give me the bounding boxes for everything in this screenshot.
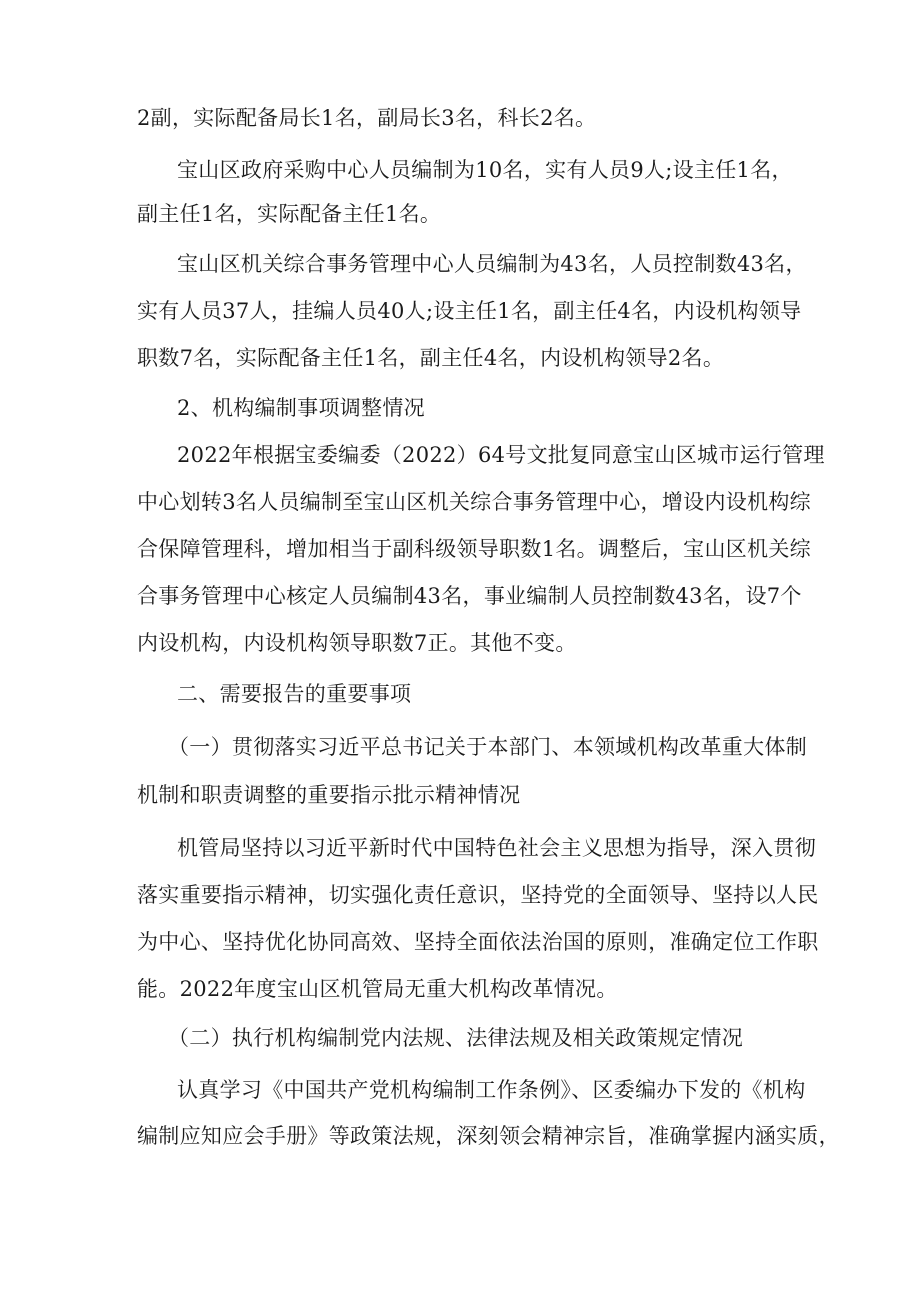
text-line: 内设机构，内设机构领导职数7正。其他不变。 bbox=[137, 631, 577, 655]
text-line: 能。2022年度宝山区机管局无重大机构改革情况。 bbox=[137, 977, 618, 1001]
section-heading: 二、需要报告的重要事项 bbox=[177, 682, 412, 706]
text-line: 认真学习《中国共产党机构编制工作条例》、区委编办下发的《机构 bbox=[177, 1078, 806, 1102]
text-line: 宝山区政府采购中心人员编制为10名，实有人员9人;设主任1名， bbox=[177, 158, 793, 182]
text-line: 中心划转3名人员编制至宝山区机关综合事务管理中心，增设内设机构综 bbox=[137, 490, 811, 514]
text-line: 宝山区机关综合事务管理中心人员编制为43名，人员控制数43名， bbox=[177, 252, 807, 276]
text-line: 2022年根据宝委编委（2022）64号文批复同意宝山区城市运行管理 bbox=[177, 443, 825, 467]
section-heading: 2、机构编制事项调整情况 bbox=[177, 396, 425, 420]
subsection-heading: （二）执行机构编制党内法规、法律法规及相关政策规定情况 bbox=[168, 1026, 744, 1050]
text-line: 落实重要指示精神，切实强化责任意识，坚持党的全面领导、坚持以人民 bbox=[137, 883, 819, 907]
text-line: 机管局坚持以习近平新时代中国特色社会主义思想为指导，深入贯彻 bbox=[177, 836, 816, 860]
text-line: 副主任1名，实际配备主任1名。 bbox=[137, 202, 442, 226]
text-line: 编制应知应会手册》等政策法规，深刻领会精神宗旨，准确掌握内涵实质， bbox=[137, 1124, 840, 1148]
text-line: 2副，实际配备局长1名，副局长3名，科长2名。 bbox=[137, 106, 597, 130]
subsection-heading: （一）贯彻落实习近平总书记关于本部门、本领域机构改革重大体制 bbox=[168, 735, 807, 759]
text-line: 合事务管理中心核定人员编制43名，事业编制人员控制数43名，设7个 bbox=[137, 584, 802, 608]
text-line: 实有人员37人，挂编人员40人;设主任1名，副主任4名，内设机构领导 bbox=[137, 299, 802, 323]
subsection-heading: 机制和职责调整的重要指示批示精神情况 bbox=[137, 783, 521, 807]
text-line: 职数7名，实际配备主任1名，副主任4名，内设机构领导2名。 bbox=[137, 346, 725, 370]
text-line: 为中心、坚持优化协同高效、坚持全面依法治国的原则，准确定位工作职 bbox=[137, 930, 819, 954]
text-line: 合保障管理科，增加相当于副科级领导职数1名。调整后，宝山区机关综 bbox=[137, 537, 811, 561]
